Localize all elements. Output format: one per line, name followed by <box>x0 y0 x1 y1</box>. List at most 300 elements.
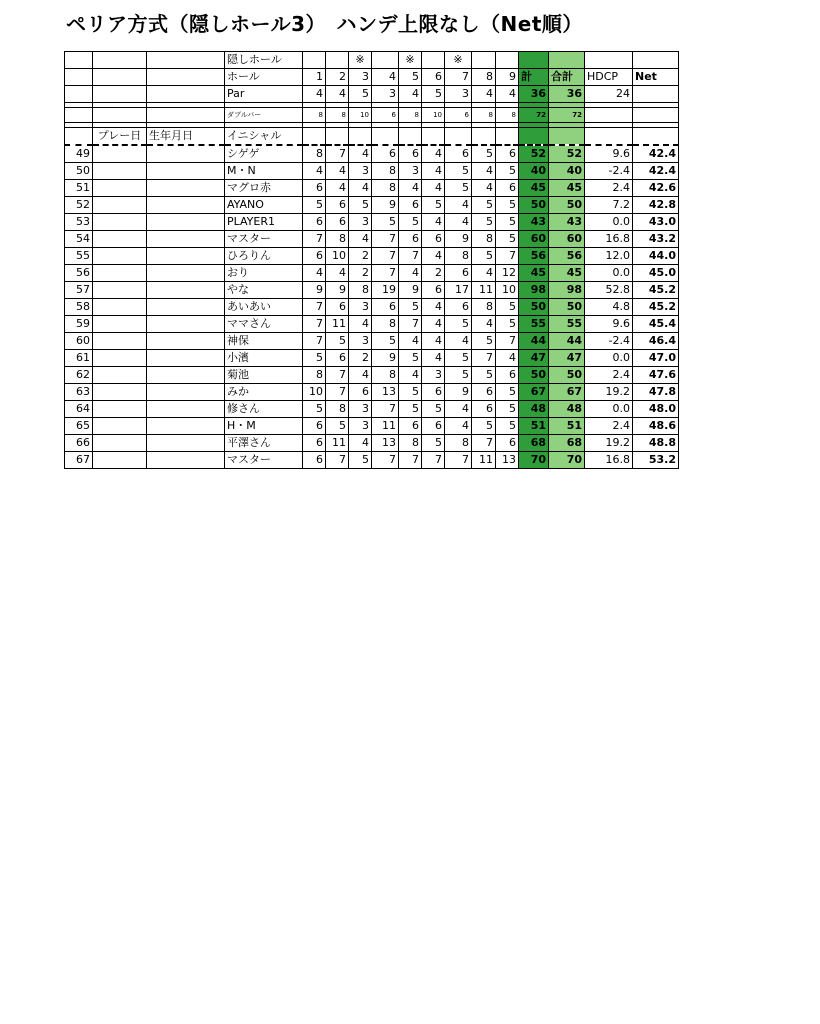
hidden-mark <box>372 52 399 69</box>
table-row <box>65 452 679 469</box>
hole-score: 4 <box>496 350 519 367</box>
table-row <box>65 333 679 350</box>
par-hdcp: 24 <box>585 86 633 103</box>
total-score: 60 <box>549 231 585 248</box>
hole-score: 7 <box>372 265 399 282</box>
par-value: 4 <box>326 86 349 103</box>
hole-score: 6 <box>422 384 445 401</box>
double-par-value: 10 <box>349 108 372 123</box>
player-initial: ひろりん <box>225 248 303 265</box>
hole-score: 13 <box>372 384 399 401</box>
hole-score: 5 <box>422 401 445 418</box>
hole-score: 8 <box>472 299 496 316</box>
kei-score: 40 <box>519 163 549 180</box>
birthdate-cell <box>147 197 225 214</box>
hole-score: 6 <box>496 367 519 384</box>
table-row <box>65 384 679 401</box>
rank-number: 54 <box>65 231 93 248</box>
initial-header: イニシャル <box>225 128 303 146</box>
hole-score: 4 <box>422 316 445 333</box>
hdcp-value: 4.8 <box>585 299 633 316</box>
total-header: 合計 <box>549 69 585 86</box>
hole-score: 4 <box>399 265 422 282</box>
hole-score: 10 <box>303 384 326 401</box>
hdcp-value: 0.0 <box>585 265 633 282</box>
birthdate-cell <box>147 180 225 197</box>
kei-score: 48 <box>519 401 549 418</box>
hdcp-value: 52.8 <box>585 282 633 299</box>
net-score: 45.4 <box>633 316 679 333</box>
hole-score: 3 <box>349 163 372 180</box>
hole-score: 7 <box>303 316 326 333</box>
hdcp-value: 0.0 <box>585 401 633 418</box>
hole-number: 5 <box>399 69 422 86</box>
rank-number: 57 <box>65 282 93 299</box>
table-row <box>65 418 679 435</box>
hole-score: 7 <box>422 452 445 469</box>
hole-score: 8 <box>303 145 326 163</box>
total-score: 50 <box>549 367 585 384</box>
hole-number: 7 <box>445 69 472 86</box>
hidden-mark <box>422 52 445 69</box>
table-row <box>65 197 679 214</box>
birthdate-cell <box>147 282 225 299</box>
hole-score: 5 <box>422 435 445 452</box>
hole-score: 5 <box>496 384 519 401</box>
total-score: 55 <box>549 316 585 333</box>
hole-score: 5 <box>496 316 519 333</box>
net-score: 45.0 <box>633 265 679 282</box>
player-initial: やな <box>225 282 303 299</box>
hole-score: 7 <box>399 248 422 265</box>
table-row <box>65 248 679 265</box>
par-value: 4 <box>303 86 326 103</box>
kei-header: 計 <box>519 69 549 86</box>
table-row <box>65 265 679 282</box>
hole-score: 3 <box>349 333 372 350</box>
kei-score: 43 <box>519 214 549 231</box>
double-par-value: 10 <box>422 108 445 123</box>
net-score: 43.2 <box>633 231 679 248</box>
double-par-value: 8 <box>303 108 326 123</box>
hole-score: 3 <box>349 418 372 435</box>
hidden-mark: ※ <box>349 52 372 69</box>
total-score: 47 <box>549 350 585 367</box>
birthdate-cell <box>147 452 225 469</box>
hole-score: 9 <box>445 384 472 401</box>
net-score: 48.0 <box>633 401 679 418</box>
hole-score: 5 <box>372 214 399 231</box>
total-score: 51 <box>549 418 585 435</box>
rank-number: 60 <box>65 333 93 350</box>
hole-score: 7 <box>303 299 326 316</box>
hole-score: 2 <box>349 248 372 265</box>
hole-score: 3 <box>349 214 372 231</box>
hole-score: 6 <box>303 435 326 452</box>
hole-score: 4 <box>326 163 349 180</box>
hdcp-value: 7.2 <box>585 197 633 214</box>
birthdate-cell <box>147 214 225 231</box>
double-par-total: 72 <box>549 108 585 123</box>
hidden-hole-row <box>65 52 679 69</box>
hole-score: 4 <box>349 316 372 333</box>
hdcp-value: 0.0 <box>585 350 633 367</box>
total-score: 98 <box>549 282 585 299</box>
par-value: 3 <box>372 86 399 103</box>
total-score: 40 <box>549 163 585 180</box>
hole-score: 5 <box>496 231 519 248</box>
play-date-cell <box>93 282 147 299</box>
hole-score: 6 <box>422 282 445 299</box>
hole-score: 19 <box>372 282 399 299</box>
hole-score: 9 <box>445 231 472 248</box>
hole-score: 5 <box>303 197 326 214</box>
play-date-cell <box>93 452 147 469</box>
play-date-cell <box>93 197 147 214</box>
hole-score: 6 <box>349 384 372 401</box>
hole-score: 9 <box>372 197 399 214</box>
hole-score: 6 <box>422 231 445 248</box>
hdcp-value: 12.0 <box>585 248 633 265</box>
hdcp-value: 19.2 <box>585 435 633 452</box>
hole-score: 5 <box>496 214 519 231</box>
hole-score: 5 <box>496 163 519 180</box>
net-score: 43.0 <box>633 214 679 231</box>
hdcp-value: 9.6 <box>585 316 633 333</box>
play-date-cell <box>93 418 147 435</box>
rank-number: 55 <box>65 248 93 265</box>
hole-score: 7 <box>326 145 349 163</box>
hole-score: 6 <box>472 401 496 418</box>
hole-number: 3 <box>349 69 372 86</box>
hole-score: 5 <box>399 401 422 418</box>
hole-score: 8 <box>372 316 399 333</box>
table-row <box>65 299 679 316</box>
hole-score: 7 <box>372 248 399 265</box>
kei-score: 50 <box>519 299 549 316</box>
rank-number: 62 <box>65 367 93 384</box>
hole-score: 4 <box>399 180 422 197</box>
total-score: 56 <box>549 248 585 265</box>
hole-number: 2 <box>326 69 349 86</box>
hole-score: 7 <box>372 231 399 248</box>
rank-number: 63 <box>65 384 93 401</box>
hole-score: 7 <box>303 333 326 350</box>
player-initial: 神保 <box>225 333 303 350</box>
hole-score: 10 <box>496 282 519 299</box>
hole-score: 8 <box>372 367 399 384</box>
player-initial: ママさん <box>225 316 303 333</box>
play-date-cell <box>93 350 147 367</box>
play-date-header: プレー日 <box>93 128 147 146</box>
play-date-cell <box>93 248 147 265</box>
hole-score: 6 <box>326 197 349 214</box>
play-date-cell <box>93 333 147 350</box>
par-value: 5 <box>349 86 372 103</box>
kei-score: 55 <box>519 316 549 333</box>
hole-score: 5 <box>399 384 422 401</box>
player-initial: PLAYER1 <box>225 214 303 231</box>
hole-score: 4 <box>445 333 472 350</box>
hole-score: 5 <box>472 418 496 435</box>
hole-score: 5 <box>472 367 496 384</box>
player-initial: 修さん <box>225 401 303 418</box>
hole-score: 5 <box>372 333 399 350</box>
birthdate-cell <box>147 333 225 350</box>
player-initial: H・M <box>225 418 303 435</box>
birthdate-cell <box>147 418 225 435</box>
hole-score: 11 <box>326 316 349 333</box>
rank-number: 65 <box>65 418 93 435</box>
hole-score: 4 <box>303 265 326 282</box>
hole-score: 7 <box>372 401 399 418</box>
hole-score: 5 <box>496 299 519 316</box>
play-date-cell <box>93 384 147 401</box>
player-initial: マグロ赤 <box>225 180 303 197</box>
total-score: 68 <box>549 435 585 452</box>
score-table-body <box>65 52 679 469</box>
hole-score: 7 <box>372 452 399 469</box>
hole-score: 11 <box>472 282 496 299</box>
total-score: 43 <box>549 214 585 231</box>
hole-score: 5 <box>399 214 422 231</box>
double-par-value: 8 <box>472 108 496 123</box>
hole-score: 5 <box>445 367 472 384</box>
hole-score: 4 <box>326 180 349 197</box>
hole-number: 9 <box>496 69 519 86</box>
net-score: 45.2 <box>633 299 679 316</box>
hole-score: 6 <box>399 145 422 163</box>
double-par-label: ダブルバー <box>225 108 303 123</box>
play-date-cell <box>93 435 147 452</box>
kei-score: 45 <box>519 265 549 282</box>
hole-score: 4 <box>472 163 496 180</box>
hole-score: 7 <box>472 435 496 452</box>
hole-score: 4 <box>326 265 349 282</box>
par-row <box>65 86 679 103</box>
hole-score: 3 <box>399 163 422 180</box>
hole-score: 4 <box>349 145 372 163</box>
hdcp-value: 0.0 <box>585 214 633 231</box>
column-header-row <box>65 128 679 146</box>
net-score: 44.0 <box>633 248 679 265</box>
hdcp-value: 9.6 <box>585 145 633 163</box>
hole-score: 4 <box>422 350 445 367</box>
net-score: 47.0 <box>633 350 679 367</box>
hole-score: 6 <box>326 350 349 367</box>
hole-score: 5 <box>303 350 326 367</box>
rank-number: 51 <box>65 180 93 197</box>
hole-score: 6 <box>399 231 422 248</box>
hole-score: 10 <box>326 248 349 265</box>
hole-score: 6 <box>326 214 349 231</box>
hole-score: 5 <box>472 333 496 350</box>
hole-number-row <box>65 69 679 86</box>
hdcp-value: 16.8 <box>585 231 633 248</box>
player-initial: あいあい <box>225 299 303 316</box>
score-table <box>64 51 679 469</box>
hole-score: 7 <box>326 452 349 469</box>
hdcp-value: 2.4 <box>585 418 633 435</box>
hole-score: 6 <box>326 299 349 316</box>
par-value: 4 <box>472 86 496 103</box>
par-kei: 36 <box>519 86 549 103</box>
player-initial: 小濱 <box>225 350 303 367</box>
hole-score: 8 <box>372 180 399 197</box>
par-total: 36 <box>549 86 585 103</box>
rank-number: 61 <box>65 350 93 367</box>
hole-score: 5 <box>445 350 472 367</box>
hole-score: 8 <box>472 231 496 248</box>
hole-score: 9 <box>303 282 326 299</box>
total-score: 50 <box>549 299 585 316</box>
double-par-value: 8 <box>496 108 519 123</box>
hole-score: 13 <box>372 435 399 452</box>
hole-score: 8 <box>445 248 472 265</box>
birthdate-cell <box>147 316 225 333</box>
kei-score: 45 <box>519 180 549 197</box>
player-initial: 平澤さん <box>225 435 303 452</box>
net-score: 45.2 <box>633 282 679 299</box>
hole-score: 6 <box>422 418 445 435</box>
kei-score: 56 <box>519 248 549 265</box>
table-row <box>65 282 679 299</box>
player-initial: マスター <box>225 452 303 469</box>
hole-score: 5 <box>399 299 422 316</box>
hole-score: 3 <box>422 367 445 384</box>
birthdate-cell <box>147 265 225 282</box>
hole-number: 6 <box>422 69 445 86</box>
hole-score: 6 <box>445 265 472 282</box>
hole-score: 8 <box>372 163 399 180</box>
birthdate-cell <box>147 384 225 401</box>
player-initial: 菊池 <box>225 367 303 384</box>
hidden-hole-label: 隠しホール <box>225 52 303 69</box>
kei-score: 51 <box>519 418 549 435</box>
table-row <box>65 367 679 384</box>
net-score: 42.6 <box>633 180 679 197</box>
net-score: 47.6 <box>633 367 679 384</box>
play-date-cell <box>93 316 147 333</box>
hidden-mark: ※ <box>399 52 422 69</box>
kei-score: 50 <box>519 367 549 384</box>
hole-score: 5 <box>422 197 445 214</box>
hole-score: 5 <box>445 163 472 180</box>
kei-score: 52 <box>519 145 549 163</box>
rank-number: 67 <box>65 452 93 469</box>
table-row <box>65 350 679 367</box>
double-par-kei: 72 <box>519 108 549 123</box>
kei-score: 68 <box>519 435 549 452</box>
play-date-cell <box>93 180 147 197</box>
hole-score: 5 <box>326 333 349 350</box>
hole-score: 8 <box>349 282 372 299</box>
hole-score: 4 <box>422 333 445 350</box>
hole-score: 4 <box>399 367 422 384</box>
hole-score: 4 <box>472 316 496 333</box>
kei-score: 70 <box>519 452 549 469</box>
double-par-value: 8 <box>326 108 349 123</box>
hole-score: 4 <box>399 333 422 350</box>
table-row <box>65 214 679 231</box>
hole-score: 4 <box>445 401 472 418</box>
birthdate-cell <box>147 299 225 316</box>
hdcp-value: 16.8 <box>585 452 633 469</box>
net-score: 48.6 <box>633 418 679 435</box>
par-label: Par <box>225 86 303 103</box>
hole-score: 6 <box>445 299 472 316</box>
player-initial: おり <box>225 265 303 282</box>
hole-score: 6 <box>303 180 326 197</box>
hole-score: 5 <box>472 214 496 231</box>
rank-number: 49 <box>65 145 93 163</box>
play-date-cell <box>93 145 147 163</box>
total-score: 45 <box>549 265 585 282</box>
net-score: 48.8 <box>633 435 679 452</box>
birthdate-header: 生年月日 <box>147 128 225 146</box>
hole-score: 7 <box>303 231 326 248</box>
hole-score: 7 <box>399 452 422 469</box>
hole-score: 17 <box>445 282 472 299</box>
player-initial: AYANO <box>225 197 303 214</box>
hidden-mark <box>472 52 496 69</box>
hole-score: 7 <box>399 316 422 333</box>
hdcp-header: HDCP <box>585 69 633 86</box>
hidden-mark <box>303 52 326 69</box>
play-date-cell <box>93 265 147 282</box>
net-score: 46.4 <box>633 333 679 350</box>
hole-number: 4 <box>372 69 399 86</box>
hole-score: 12 <box>496 265 519 282</box>
hidden-mark <box>326 52 349 69</box>
hidden-mark: ※ <box>445 52 472 69</box>
hole-score: 13 <box>496 452 519 469</box>
birthdate-cell <box>147 248 225 265</box>
kei-score: 67 <box>519 384 549 401</box>
player-initial: みか <box>225 384 303 401</box>
hole-score: 7 <box>472 350 496 367</box>
rank-number: 53 <box>65 214 93 231</box>
kei-score: 47 <box>519 350 549 367</box>
hole-score: 5 <box>303 401 326 418</box>
table-row <box>65 145 679 163</box>
par-value: 3 <box>445 86 472 103</box>
hole-score: 7 <box>496 333 519 350</box>
play-date-cell <box>93 367 147 384</box>
par-value: 4 <box>496 86 519 103</box>
hole-score: 11 <box>326 435 349 452</box>
total-score: 70 <box>549 452 585 469</box>
hole-score: 4 <box>445 197 472 214</box>
rank-number: 64 <box>65 401 93 418</box>
kei-score: 98 <box>519 282 549 299</box>
hole-score: 4 <box>349 367 372 384</box>
net-header: Net <box>633 69 679 86</box>
rank-number: 59 <box>65 316 93 333</box>
rank-number: 52 <box>65 197 93 214</box>
hole-score: 5 <box>496 197 519 214</box>
play-date-cell <box>93 214 147 231</box>
table-row <box>65 163 679 180</box>
birthdate-cell <box>147 145 225 163</box>
hole-number: 8 <box>472 69 496 86</box>
hole-score: 5 <box>496 418 519 435</box>
hole-score: 6 <box>445 145 472 163</box>
hole-score: 4 <box>422 180 445 197</box>
hole-score: 9 <box>326 282 349 299</box>
hole-score: 11 <box>372 418 399 435</box>
hole-score: 6 <box>303 214 326 231</box>
